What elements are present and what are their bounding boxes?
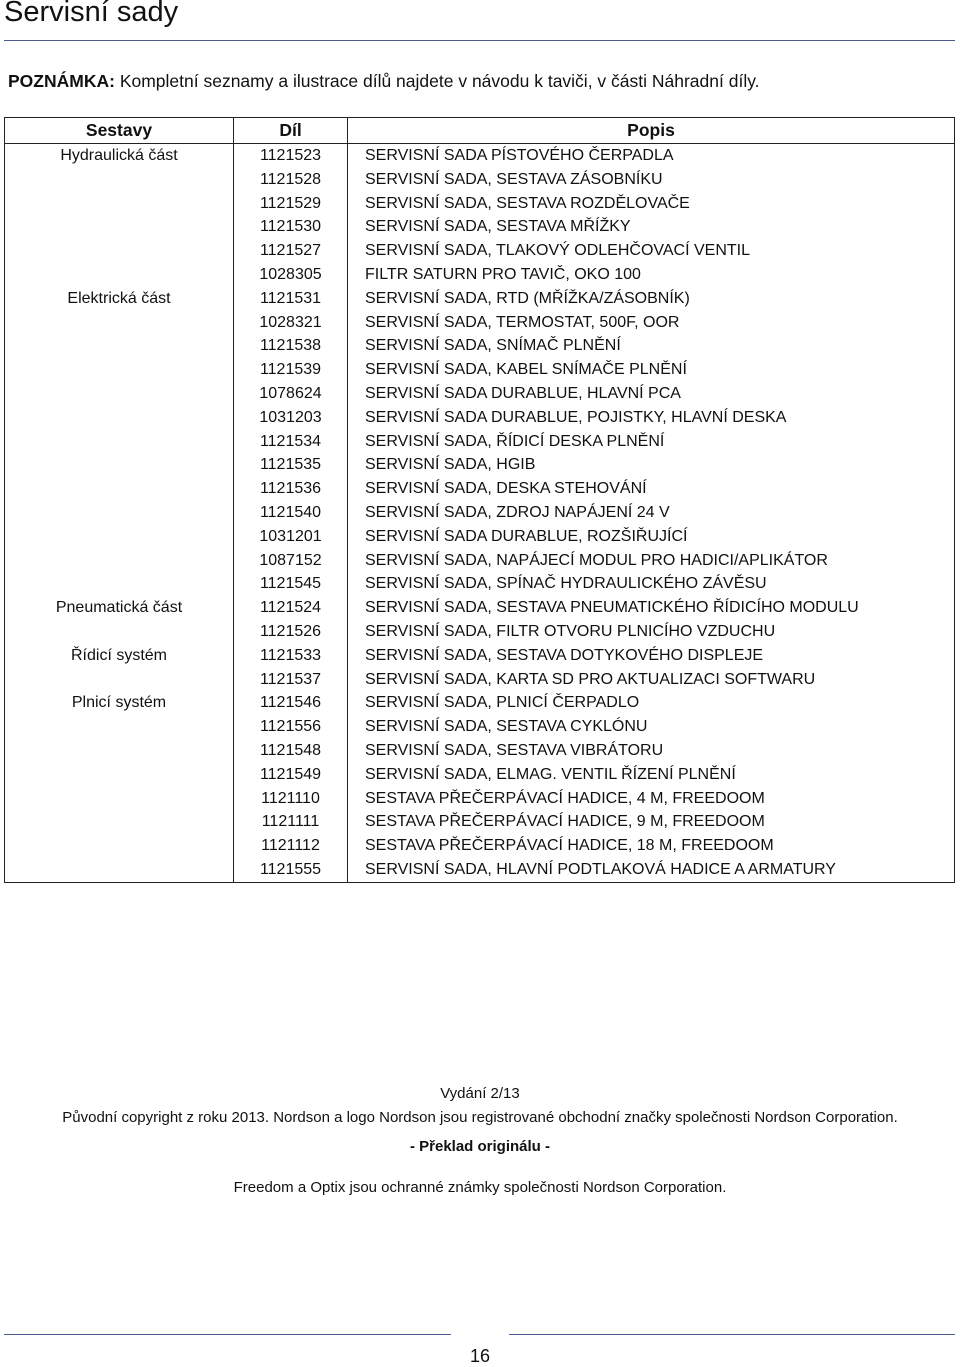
table-row [5,834,955,858]
part-number-cell: 1121556 [234,715,348,739]
table-row [5,620,955,644]
part-number-cell: 1087152 [234,549,348,573]
assembly-cell [5,810,234,834]
table-row [5,192,955,216]
table-row [5,644,955,668]
assembly-cell [5,239,234,263]
trademark-note: Freedom a Optix jsou ochranné známky společnosti Nordson Corporation. [233,1179,727,1196]
description-cell: SERVISNÍ SADA, SESTAVA DOTYKOVÉHO DISPLEJE [365,646,764,664]
table-row [5,430,955,454]
table-header-row [5,118,955,144]
description-cell: SESTAVA PŘEČERPÁVACÍ HADICE, 4 M, FREEDOOM [365,789,765,807]
part-number-cell: 1028321 [234,311,348,335]
description-cell: SERVISNÍ SADA, HLAVNÍ PODTLAKOVÁ HADICE A ARMATURY [365,860,836,878]
note-text: Kompletní seznamy a ilustrace dílů najdete v návodu k taviči, v části Náhradní díly. [119,71,760,91]
assembly-cell [5,620,234,644]
table-row [5,239,955,263]
table-row [5,382,955,406]
assembly-cell [5,263,234,287]
service-kits-table [4,117,955,883]
table-row [5,668,955,692]
part-number-cell: 1121538 [234,334,348,358]
description-cell: SERVISNÍ SADA, KARTA SD PRO AKTUALIZACI SOFTWARU [365,670,816,688]
description-cell: SERVISNÍ SADA, TLAKOVÝ ODLEHČOVACÍ VENTIL [365,242,751,260]
header-assemblies: Sestavy [5,118,234,144]
part-number-cell: 1121527 [234,239,348,263]
part-number-cell: 1121531 [234,287,348,311]
description-cell: SERVISNÍ SADA, NAPÁJECÍ MODUL PRO HADICI/APLIKÁTOR [365,551,828,569]
description-cell: SERVISNÍ SADA, ŘÍDICÍ DESKA PLNĚNÍ [365,432,665,450]
assembly-cell [5,572,234,596]
assembly-cell [5,453,234,477]
part-number-cell: 1121545 [234,572,348,596]
table-row [5,525,955,549]
assembly-cell [5,668,234,692]
table-row [5,787,955,811]
part-number-cell: 1121546 [234,691,348,715]
description-cell: SERVISNÍ SADA, PLNICÍ ČERPADLO [365,694,640,712]
assembly-cell [5,477,234,501]
table-row [5,406,955,430]
assembly-cell [5,192,234,216]
table-row [5,596,955,620]
table-row [5,549,955,573]
part-number-cell: 1121533 [234,644,348,668]
description-cell: SESTAVA PŘEČERPÁVACÍ HADICE, 9 M, FREEDOOM [365,813,765,831]
table-row [5,501,955,525]
translation-note: - Překlad originálu - [409,1138,551,1155]
assembly-cell [5,358,234,382]
header-description: Popis [348,118,955,144]
table-row [5,715,955,739]
table-row [5,691,955,715]
description-cell: SERVISNÍ SADA, ELMAG. VENTIL ŘÍZENÍ PLNĚNÍ [365,765,736,783]
description-cell: SERVISNÍ SADA DURABLUE, POJISTKY, HLAVNÍ DESKA [365,408,787,426]
assembly-cell [5,501,234,525]
note [8,71,760,92]
description-cell: SERVISNÍ SADA, ZDROJ NAPÁJENÍ 24 V [365,503,670,521]
description-cell: SERVISNÍ SADA, TERMOSTAT, 500F, OOR [365,313,680,331]
description-cell: SERVISNÍ SADA, SESTAVA MŘÍŽKY [365,218,631,236]
part-number-cell: 1121536 [234,477,348,501]
assembly-cell [5,525,234,549]
assembly-cell: Hydraulická část [5,144,234,168]
part-number-cell: 1121529 [234,192,348,216]
part-number-cell: 1121548 [234,739,348,763]
table-row [5,311,955,335]
assembly-cell [5,549,234,573]
table-body [5,144,955,883]
description-cell: FILTR SATURN PRO TAVIČ, OKO 100 [365,265,641,283]
part-number-cell: 1121539 [234,358,348,382]
description-cell: SERVISNÍ SADA, HGIB [365,456,536,474]
part-number-cell: 1031201 [234,525,348,549]
page-title: Servisní sady [4,0,179,28]
part-number-cell: 1028305 [234,263,348,287]
table-row [5,358,955,382]
table-row [5,572,955,596]
assembly-cell [5,858,234,882]
edition: Vydání 2/13 [440,1085,520,1102]
description-cell: SERVISNÍ SADA, SESTAVA PNEUMATICKÉHO ŘÍDICÍHO MODULU [365,599,859,617]
description-cell: SERVISNÍ SADA, SESTAVA ZÁSOBNÍKU [365,170,663,188]
table-row [5,263,955,287]
assembly-cell [5,334,234,358]
table-row [5,858,955,882]
assembly-cell [5,787,234,811]
assembly-cell [5,834,234,858]
part-number-cell: 1121530 [234,215,348,239]
part-number-cell: 1121524 [234,596,348,620]
description-cell: SERVISNÍ SADA, FILTR OTVORU PLNICÍHO VZDUCHU [365,622,776,640]
description-cell: SERVISNÍ SADA DURABLUE, HLAVNÍ PCA [365,384,681,402]
assembly-cell [5,311,234,335]
part-number-cell: 1121534 [234,430,348,454]
assembly-cell: Plnicí systém [5,691,234,715]
assembly-cell [5,168,234,192]
description-cell: SERVISNÍ SADA PÍSTOVÉHO ČERPADLA [365,147,674,164]
part-number-cell: 1078624 [234,382,348,406]
assembly-cell [5,382,234,406]
title-divider [4,40,955,41]
part-number-cell: 1121540 [234,501,348,525]
table-row [5,168,955,192]
assembly-cell: Elektrická část [5,287,234,311]
description-cell: SESTAVA PŘEČERPÁVACÍ HADICE, 18 M, FREEDOOM [365,837,774,855]
copyright: Původní copyright z roku 2013. Nordson a logo Nordson jsou registrované obchodní značky společnosti Nordson Corporation. [62,1109,898,1126]
table-row [5,810,955,834]
part-number-cell: 1121110 [234,787,348,811]
footer-divider-left [4,1334,451,1335]
assembly-cell [5,430,234,454]
part-number-cell: 1121537 [234,668,348,692]
part-number-cell: 1121112 [234,834,348,858]
description-cell: SERVISNÍ SADA, RTD (MŘÍŽKA/ZÁSOBNÍK) [365,289,690,307]
part-number-cell: 1121549 [234,763,348,787]
table-row [5,334,955,358]
part-number-cell: 1031203 [234,406,348,430]
description-cell: SERVISNÍ SADA, SESTAVA ROZDĚLOVAČE [365,194,690,212]
assembly-cell [5,715,234,739]
description-cell: SERVISNÍ SADA, SNÍMAČ PLNĚNÍ [365,337,621,355]
assembly-cell: Pneumatická část [5,596,234,620]
part-number-cell: 1121523 [234,144,348,168]
footer-divider-right [509,1334,955,1335]
description-cell: SERVISNÍ SADA, DESKA STEHOVÁNÍ [365,480,647,498]
description-cell: SERVISNÍ SADA DURABLUE, ROZŠIŘUJÍCÍ [365,527,688,545]
assembly-cell [5,215,234,239]
assembly-cell [5,406,234,430]
table-row [5,287,955,311]
part-number-cell: 1121111 [234,810,348,834]
page-number: 16 [469,1346,491,1366]
table-row [5,144,955,168]
table-row [5,215,955,239]
table-row [5,763,955,787]
header-part: Díl [234,118,348,144]
table-row [5,477,955,501]
part-number-cell: 1121526 [234,620,348,644]
part-number-cell: 1121528 [234,168,348,192]
table-row [5,453,955,477]
assembly-cell: Řídicí systém [5,644,234,668]
part-number-cell: 1121535 [234,453,348,477]
description-cell: SERVISNÍ SADA, SESTAVA CYKLÓNU [365,718,648,736]
description-cell: SERVISNÍ SADA, KABEL SNÍMAČE PLNĚNÍ [365,361,687,379]
table-row [5,739,955,763]
part-number-cell: 1121555 [234,858,348,882]
assembly-cell [5,739,234,763]
note-label: POZNÁMKA: [8,71,115,91]
description-cell: SERVISNÍ SADA, SPÍNAČ HYDRAULICKÉHO ZÁVĚSU [365,575,767,593]
assembly-cell [5,763,234,787]
description-cell: SERVISNÍ SADA, SESTAVA VIBRÁTORU [365,741,664,759]
